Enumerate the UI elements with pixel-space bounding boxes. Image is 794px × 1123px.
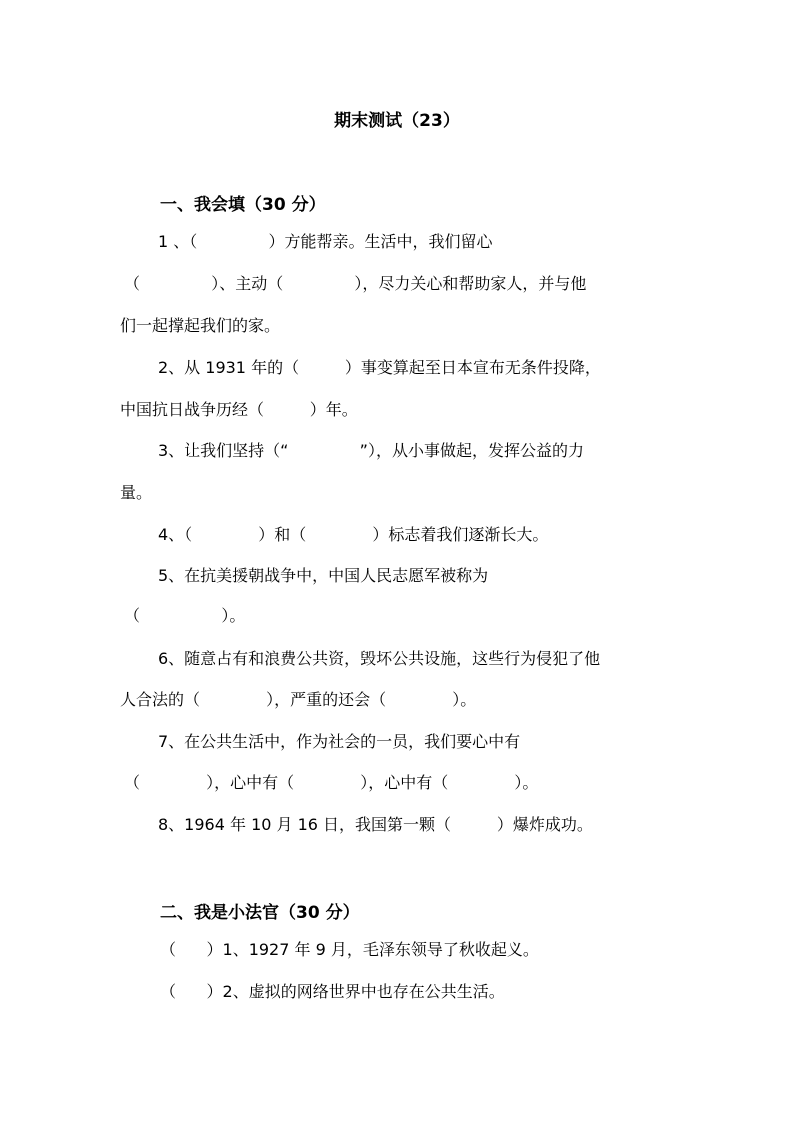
question-line: 7、在公共生活中，作为社会的一员，我们要心中有 <box>158 732 521 751</box>
section-1-heading: 一、我会填（30 分） <box>160 195 326 215</box>
question-line: 2、从 1931 年的（ ）事变算起至日本宣布无条件投降， <box>158 358 601 377</box>
question-line: 们一起撑起我们的家。 <box>120 316 281 335</box>
question-line: 中国抗日战争历经（ ）年。 <box>120 400 358 419</box>
question-line: 8、1964 年 10 月 16 日，我国第一颗（ ）爆炸成功。 <box>158 815 593 834</box>
judgment-line: （ ）2、虚拟的网络世界中也存在公共生活。 <box>160 982 505 1001</box>
question-line: 3、让我们坚持（“ ”），从小事做起，发挥公益的力 <box>158 441 584 460</box>
question-line: 4、（ ）和（ ）标志着我们逐渐长大。 <box>158 525 549 544</box>
question-line: 量。 <box>120 483 153 502</box>
question-line: 6、随意占有和浪费公共资，毁坏公共设施，这些行为侵犯了他 <box>158 649 601 668</box>
question-line: 1 、（ ）方能帮亲。生活中，我们留心 <box>158 232 493 251</box>
question-line: （ ）、主动（ ），尽力关心和帮助家人，并与他 <box>124 274 587 293</box>
question-line: （ ），心中有（ ），心中有（ ）。 <box>124 773 539 792</box>
question-line: 人合法的（ ），严重的还会（ ）。 <box>120 690 477 709</box>
question-line: 5、在抗美援朝战争中，中国人民志愿军被称为 <box>158 566 489 585</box>
question-line: （ ）。 <box>124 606 246 625</box>
judgment-line: （ ）1、1927 年 9 月，毛泽东领导了秋收起义。 <box>160 940 539 959</box>
page-title: 期末测试（23） <box>334 111 460 131</box>
section-2-heading: 二、我是小法官（30 分） <box>160 903 360 923</box>
